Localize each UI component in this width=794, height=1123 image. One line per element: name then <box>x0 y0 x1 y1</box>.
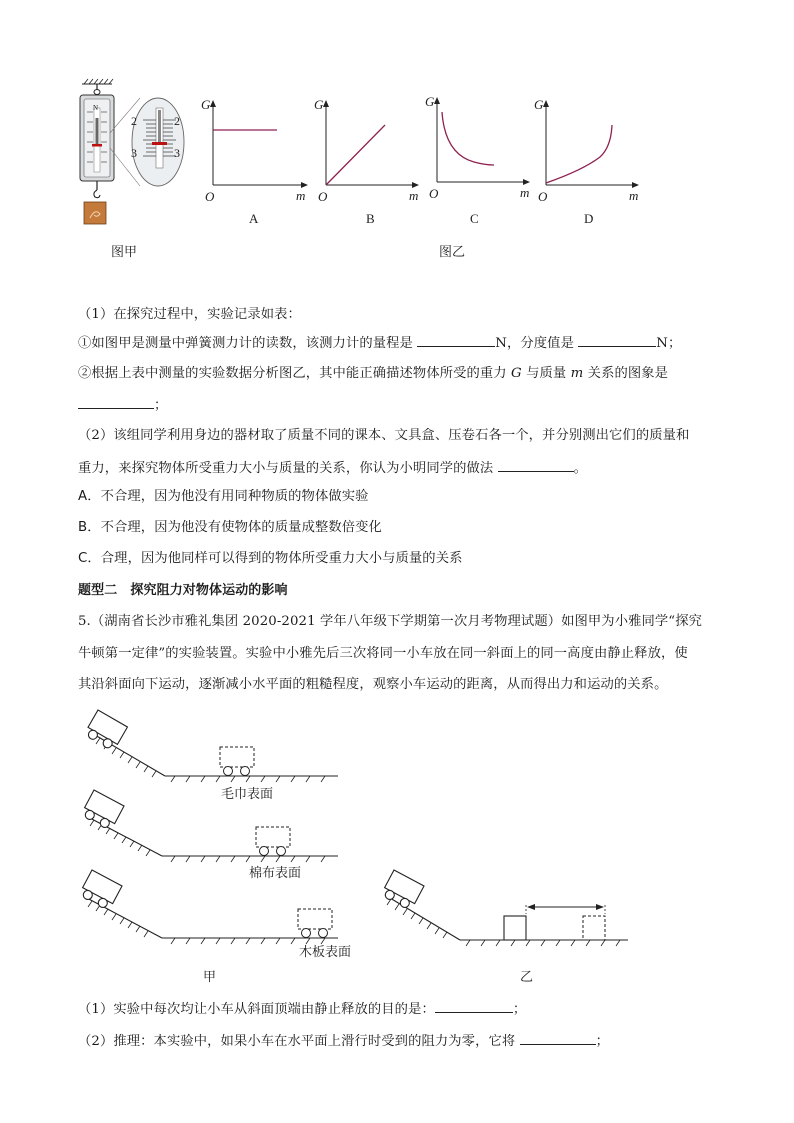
q2-option-b: B．不合理，因为他没有使物体的质量成整数倍变化 <box>78 520 382 535</box>
section-title: 题型二 探究阻力对物体运动的影响 <box>78 583 288 598</box>
graph-d-label: D <box>584 211 594 226</box>
graph-a <box>205 95 310 190</box>
graph-d-y-label: G <box>534 97 544 112</box>
graph-d-curve <box>546 125 612 183</box>
graph-c <box>429 92 534 187</box>
graph-d-x-label: m <box>629 188 639 203</box>
problem5-line3: 其沿斜面向下运动，逐渐减小水平面的粗糙程度，观察小车运动的距离，从而得出力和运动的关系。 <box>78 677 668 692</box>
scale-top-label: N <box>93 104 99 112</box>
spring-scale-figure <box>70 78 190 228</box>
ramp-2 <box>81 790 338 862</box>
graph-b-y-label: G <box>314 97 324 112</box>
q1-item2: ②根据上表中测量的实验数据分析图乙，其中能正确描述物体所受的重力 G 与质量 m 关系的图象是 <box>78 366 669 381</box>
q2-option-a: A．不合理，因为他没有用同种物质的物体做实验 <box>78 489 369 504</box>
graph-d-origin: O <box>538 189 548 204</box>
q5-item1: （1）实验中每次均让小车从斜面顶端由静止释放的目的是： ； <box>78 998 526 1020</box>
graph-c-x-label: m <box>520 185 530 200</box>
graph-b-origin: O <box>318 189 328 204</box>
ramp-3 <box>80 870 338 944</box>
graph-b-curve <box>326 125 385 185</box>
q1-item1: ①如图甲是测量中弹簧测力计的读数，该测力计的量程是 N，分度值是 N； <box>78 332 681 354</box>
figure-caption-jia-bottom: 甲 <box>203 970 217 985</box>
graph-b-label: B <box>366 211 375 226</box>
zoom-label-right-3: 3 <box>174 146 180 160</box>
surface-label-cotton: 棉布表面 <box>249 866 302 881</box>
graph-b <box>318 95 423 190</box>
surface-label-towel: 毛巾表面 <box>221 787 274 802</box>
graph-a-x-label: m <box>296 188 306 203</box>
graph-c-y-label: G <box>425 94 435 109</box>
q1-item2-answer: ； <box>78 394 167 416</box>
q5-item2: （2）推理：本实验中，如果小车在水平面上滑行时受到的阻力为零，它将 ； <box>78 1030 609 1052</box>
q1-division-blank[interactable] <box>578 332 656 347</box>
q1-intro: （1）在探究过程中，实验记录如表： <box>78 307 301 322</box>
q1-range-blank[interactable] <box>417 332 495 347</box>
q2-option-c: C．合理，因为他同样可以得到的物体所受重力大小与质量的关系 <box>78 551 463 566</box>
figure-caption-yi: 图乙 <box>439 245 466 260</box>
q2-line2: 重力，来探究物体所受重力大小与质量的关系，你认为小明同学的做法 。 <box>78 457 587 479</box>
q2-line1: （2）该组同学利用身边的器材取了质量不同的课本、文具盒、压卷石各一个，并分别测出它们的质量和 <box>78 428 690 443</box>
q5-inference-blank[interactable] <box>520 1030 596 1045</box>
graph-a-origin: O <box>205 189 215 204</box>
problem5-line1: 5.（湖南省长沙市雅礼集团 2020-2021 学年八年级下学期第一次月考物理试题）如图甲为小雅同学“探究 <box>78 614 702 629</box>
q1-graph-blank[interactable] <box>78 394 154 409</box>
graph-c-curve <box>442 112 494 165</box>
ramp-yi <box>381 870 628 946</box>
graph-a-y-label: G <box>201 97 211 112</box>
surface-label-wood: 木板表面 <box>299 945 352 960</box>
graph-a-label: A <box>249 211 259 226</box>
zoom-label-left-2: 2 <box>131 114 137 128</box>
ramp-experiment-figure <box>80 700 640 975</box>
figure-caption-jia: 图甲 <box>111 245 138 260</box>
q2-answer-blank[interactable] <box>498 457 574 472</box>
graph-d <box>538 95 643 190</box>
ramp-1 <box>84 710 338 782</box>
graph-c-label: C <box>470 211 479 226</box>
graph-b-x-label: m <box>409 188 419 203</box>
problem5-line2: 牛顿第一定律”的实验装置。实验中小雅先后三次将同一小车放在同一斜面上的同一高度由静止释放，使 <box>78 646 688 661</box>
graph-c-origin: O <box>429 186 439 201</box>
zoom-label-right-2: 2 <box>174 114 180 128</box>
figure-caption-yi-bottom: 乙 <box>520 970 534 985</box>
zoom-label-left-3: 3 <box>131 146 137 160</box>
q5-purpose-blank[interactable] <box>435 998 513 1013</box>
